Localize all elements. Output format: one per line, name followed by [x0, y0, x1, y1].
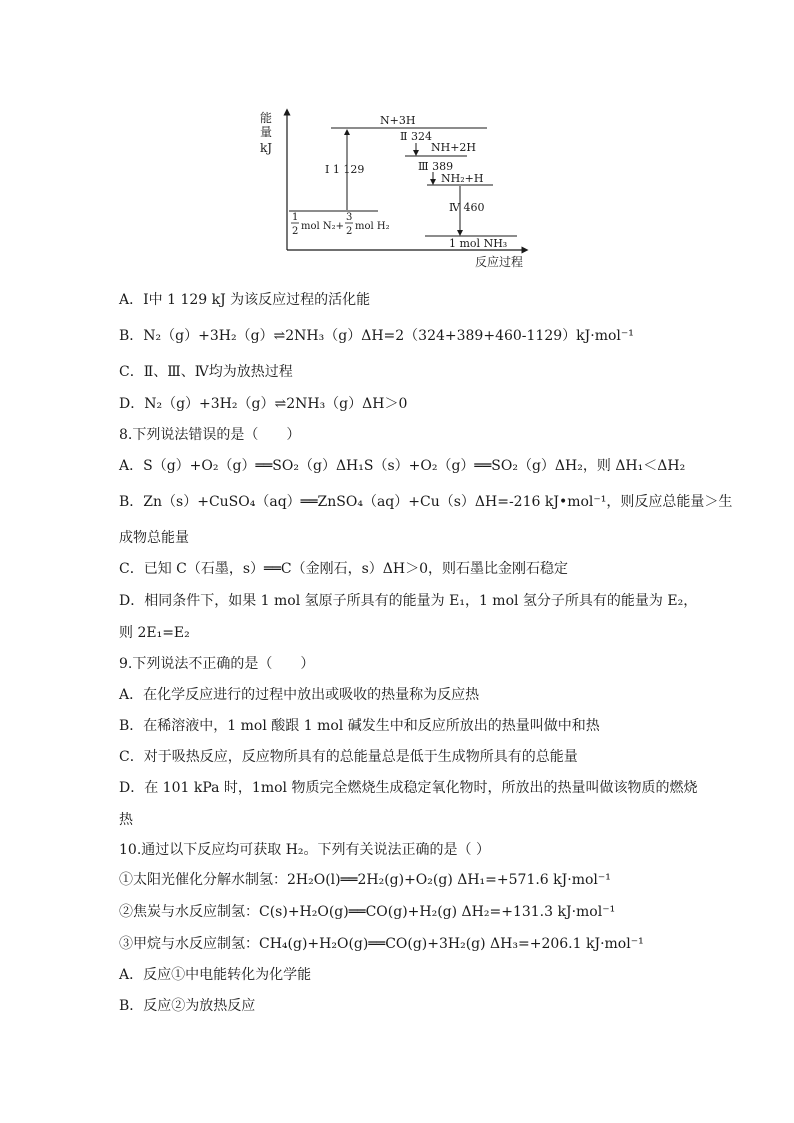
q8-option-c: C．已知 C（石墨，s）══C（金刚石，s）ΔH＞0，则石墨比金刚石稳定: [119, 561, 569, 577]
q7-option-c: C．Ⅱ、Ⅲ、Ⅳ均为放热过程: [119, 364, 293, 380]
q8-option-d-1: D．相同条件下，如果 1 mol 氢原子所具有的能量为 E₁，1 mol 氢分子所具有的能量为 E₂，: [119, 593, 698, 609]
q9-option-b: B．在稀溶液中，1 mol 酸跟 1 mol 碱发生中和反应所放出的热量叫做中和热: [119, 718, 600, 734]
q10-reaction-2: ②焦炭与水反应制氢：C(s)+H₂O(g)══CO(g)+H₂(g) ΔH₂=+131.3 kJ·mol⁻¹: [119, 904, 616, 920]
level-nh-label: NH+2H: [431, 141, 477, 154]
q10-option-b: B．反应②为放热反应: [119, 998, 256, 1014]
q8-option-b-1: B．Zn（s）+CuSO₄（aq）══ZnSO₄（aq）+Cu（s）ΔH=-216 kJ•mol⁻¹，则反应总能量＞生: [119, 494, 733, 510]
step-3-label: Ⅲ 389: [418, 160, 454, 173]
frac2-num: 3: [346, 212, 353, 223]
reactants-label-b: mol H₂: [355, 221, 390, 232]
y-axis-label-2: 量: [260, 125, 273, 139]
step-4-label: Ⅳ 460: [449, 201, 485, 214]
q7-option-d: D．N₂（g）+3H₂（g）⇌2NH₃（g）ΔH＞0: [119, 396, 408, 412]
level-nh2-label: NH₂+H: [441, 172, 484, 185]
y-axis-label-3: kJ: [260, 141, 273, 155]
q8-option-d-2: 则 2E₁=E₂: [119, 625, 190, 641]
q9-option-d-1: D．在 101 kPa 时，1mol 物质完全燃烧生成稳定氧化物时，所放出的热量叫做该物质的燃烧: [119, 780, 698, 796]
q7-option-a: A．Ⅰ中 1 129 kJ 为该反应过程的活化能: [119, 292, 371, 308]
step-2-label: Ⅱ 324: [400, 130, 432, 143]
level-n-3h-label: N+3H: [380, 114, 416, 127]
frac1-num: 1: [292, 212, 299, 223]
x-axis-label: 反应过程: [475, 255, 524, 269]
q7-option-b: B．N₂（g）+3H₂（g）⇌2NH₃（g）ΔH=2（324+389+460-1129）kJ·mol⁻¹: [119, 328, 634, 344]
q9-option-c: C．对于吸热反应，反应物所具有的总能量总是低于生成物所具有的总能量: [119, 749, 578, 765]
q10-reaction-3: ③甲烷与水反应制氢：CH₄(g)+H₂O(g)══CO(g)+3H₂(g) ΔH₃=+206.1 kJ·mol⁻¹: [119, 936, 644, 952]
frac1-den: 2: [292, 226, 299, 237]
step-1-label: Ⅰ 1 129: [325, 163, 365, 176]
reactants-label-a: mol N₂+: [301, 221, 345, 232]
q8-option-b-2: 成物总能量: [119, 530, 189, 546]
q10-stem: 10.通过以下反应均可获取 H₂。下列有关说法正确的是（ ）: [119, 842, 490, 858]
frac2-den: 2: [346, 226, 353, 237]
q10-option-a: A．反应①中电能转化为化学能: [119, 967, 312, 983]
q9-option-a: A．在化学反应进行的过程中放出或吸收的热量称为反应热: [119, 687, 480, 703]
y-axis-label-1: 能: [260, 111, 273, 125]
q10-reaction-1: ①太阳光催化分解水制氢：2H₂O(l)══2H₂(g)+O₂(g) ΔH₁=+571.6 kJ·mol⁻¹: [119, 872, 611, 888]
level-nh3-label: 1 mol NH₃: [449, 237, 508, 250]
energy-level-diagram: [255, 98, 545, 273]
q9-stem: 9.下列说法不正确的是（ ）: [119, 656, 315, 672]
q9-option-d-2: 热: [119, 812, 133, 828]
q8-option-a: A．S（g）+O₂（g）══SO₂（g）ΔH₁S（s）+O₂（g）══SO₂（g）ΔH₂，则 ΔH₁＜ΔH₂: [119, 458, 686, 474]
q8-stem: 8.下列说法错误的是（ ）: [119, 427, 301, 443]
